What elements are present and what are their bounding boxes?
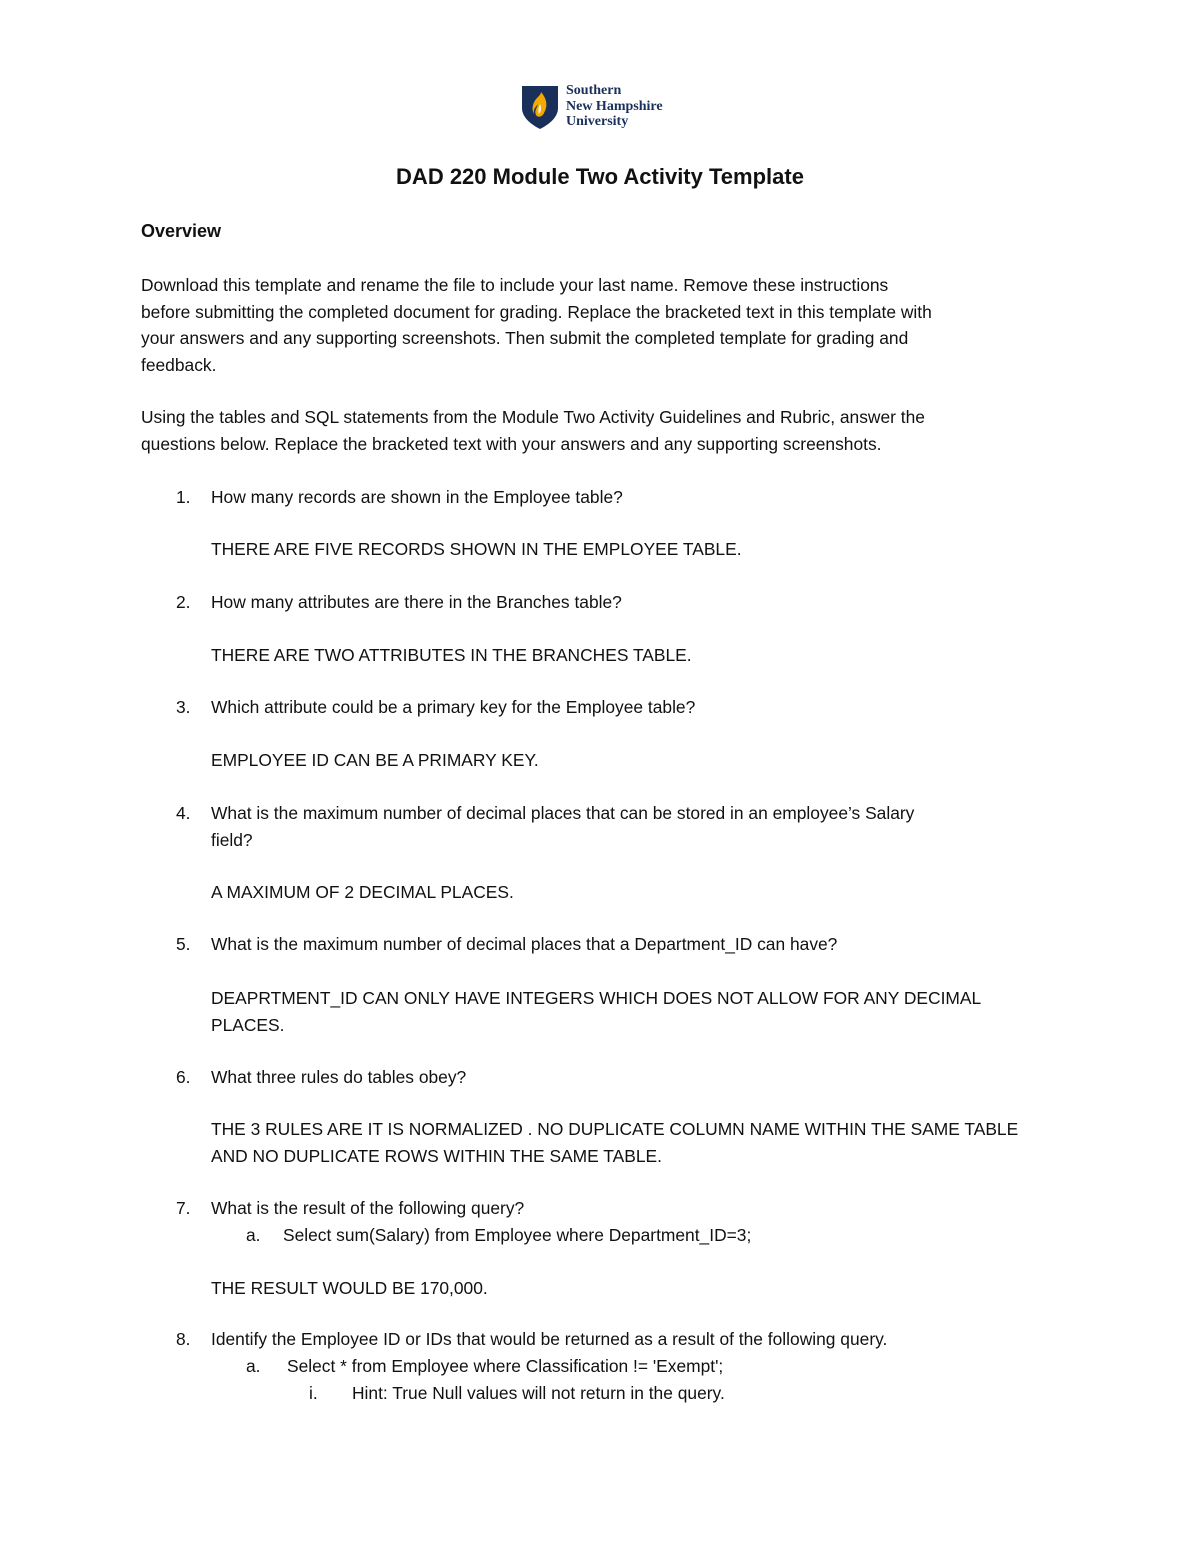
question-line: What is the maximum number of decimal places that can be stored in an employee’s Salary: [211, 803, 915, 823]
paragraph-line: questions below. Replace the bracketed text with your answers and any supporting screenshots.: [141, 433, 882, 454]
question-number: 8.: [176, 1329, 191, 1349]
question-text: How many records are shown in the Employee table?: [211, 487, 623, 507]
paragraph-line: Using the tables and SQL statements from the Module Two Activity Guidelines and Rubric, answer the: [141, 407, 925, 427]
answer-text: THE RESULT WOULD BE 170,000.: [211, 1278, 488, 1298]
instructions-paragraph: [141, 272, 1071, 378]
document-title: DAD 220 Module Two Activity Template: [396, 164, 804, 189]
answer-text: THERE ARE FIVE RECORDS SHOWN IN THE EMPLOYEE TABLE.: [211, 539, 742, 559]
answer-line: AND NO DUPLICATE ROWS WITHIN THE SAME TABLE.: [211, 1145, 662, 1166]
snhu-shield-icon: [520, 84, 560, 130]
guidelines-paragraph: [141, 404, 1071, 457]
paragraph-line: feedback.: [141, 354, 217, 375]
sub-sub-item-marker: i.: [309, 1383, 318, 1403]
paragraph-line: Download this template and rename the file to include your last name. Remove these instructions: [141, 275, 889, 295]
question-number: 4.: [176, 803, 191, 823]
question-number: 5.: [176, 934, 191, 954]
question-text: [211, 800, 1061, 853]
logo-line-new-hampshire: New Hampshire: [566, 98, 663, 114]
answer-line: DEAPRTMENT_ID CAN ONLY HAVE INTEGERS WHICH DOES NOT ALLOW FOR ANY DECIMAL: [211, 988, 982, 1008]
question-text: What three rules do tables obey?: [211, 1067, 467, 1087]
question-number: 6.: [176, 1067, 191, 1087]
paragraph-line: your answers and any supporting screenshots. Then submit the completed template for grading and: [141, 328, 909, 348]
question-number: 1.: [176, 487, 191, 507]
answer-text: A MAXIMUM OF 2 DECIMAL PLACES.: [211, 882, 514, 902]
logo-line-university: University: [566, 114, 629, 129]
sub-item-marker: a.: [246, 1225, 261, 1245]
question-line: field?: [211, 829, 253, 850]
question-number: 3.: [176, 697, 191, 717]
answer-text: [211, 985, 1061, 1038]
question-number: 2.: [176, 592, 191, 612]
answer-line: THE 3 RULES ARE IT IS NORMALIZED . NO DUPLICATE COLUMN NAME WITHIN THE SAME TABLE: [211, 1119, 1019, 1139]
paragraph-line: before submitting the completed document for grading. Replace the bracketed text in this template with: [141, 301, 932, 322]
sql-query-text: Select * from Employee where Classification != 'Exempt';: [287, 1356, 724, 1376]
snhu-wordmark: [566, 83, 663, 130]
sub-item-marker: a.: [246, 1356, 261, 1376]
question-number: 7.: [176, 1198, 191, 1218]
question-text: How many attributes are there in the Branches table?: [211, 592, 622, 612]
overview-heading: Overview: [141, 221, 222, 241]
answer-text: THERE ARE TWO ATTRIBUTES IN THE BRANCHES TABLE.: [211, 645, 692, 665]
question-text: Identify the Employee ID or IDs that would be returned as a result of the following query.: [211, 1329, 888, 1349]
sql-query-text: Select sum(Salary) from Employee where Department_ID=3;: [283, 1225, 752, 1245]
hint-text: Hint: True Null values will not return in the query.: [352, 1383, 725, 1403]
answer-text: EMPLOYEE ID CAN BE A PRIMARY KEY.: [211, 750, 539, 770]
question-text: What is the result of the following query?: [211, 1198, 525, 1218]
answer-line: PLACES.: [211, 1014, 285, 1035]
question-text: Which attribute could be a primary key for the Employee table?: [211, 697, 696, 717]
answer-text: [211, 1116, 1061, 1169]
logo-line-southern: Southern: [566, 83, 622, 98]
question-text: What is the maximum number of decimal places that a Department_ID can have?: [211, 934, 838, 954]
